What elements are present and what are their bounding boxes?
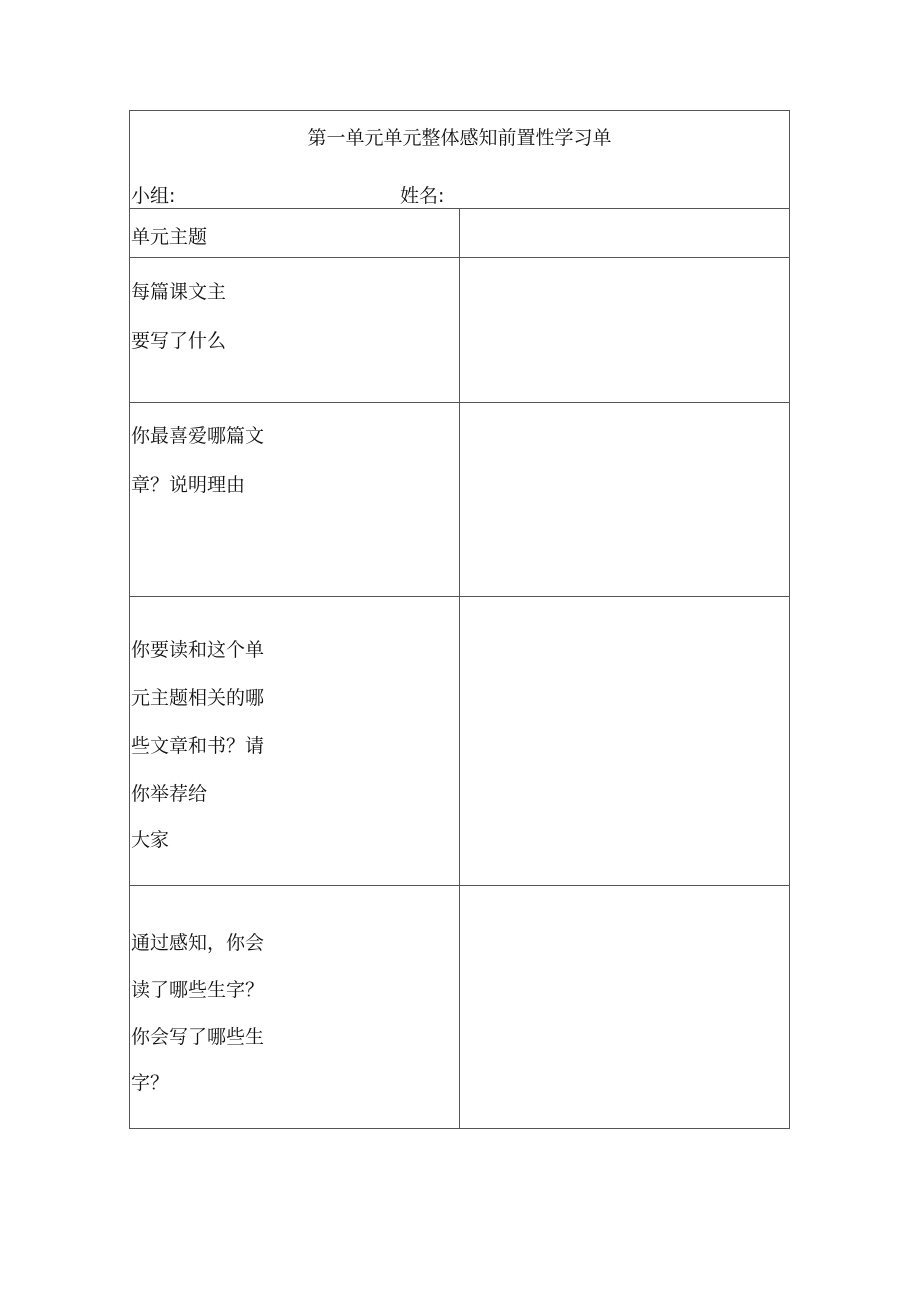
row-label-line: 你举荐给 bbox=[131, 783, 208, 805]
row-label-line: 要写了什么 bbox=[131, 330, 227, 352]
row-label-line: 单元主题 bbox=[131, 226, 208, 248]
row-label-line: 读了哪些生字？ bbox=[131, 979, 265, 1001]
row-label-line: 每篇课文主 bbox=[131, 281, 227, 303]
row-new-characters bbox=[130, 886, 790, 1129]
answer-cell-recommended-reading[interactable] bbox=[460, 597, 790, 886]
row-label-line: 大家 bbox=[131, 829, 170, 851]
row-label-line: 你要读和这个单 bbox=[131, 639, 265, 661]
row-label-line: 通过感知，你会 bbox=[131, 932, 265, 954]
row-label-line: 你最喜爱哪篇文 bbox=[131, 425, 265, 447]
label-cell bbox=[130, 209, 460, 258]
worksheet-title: 第一单元单元整体感知前置性学习单 bbox=[307, 127, 612, 149]
answer-cell-unit-theme[interactable] bbox=[460, 209, 790, 258]
answer-cell-favorite-article[interactable] bbox=[460, 403, 790, 597]
row-lesson-summary bbox=[130, 258, 790, 403]
label-cell bbox=[130, 886, 460, 1129]
group-label: 小组: bbox=[131, 185, 176, 207]
row-favorite-article bbox=[130, 403, 790, 597]
label-cell bbox=[130, 403, 460, 597]
label-cell bbox=[130, 258, 460, 403]
row-unit-theme bbox=[130, 209, 790, 258]
answer-cell-lesson-summary[interactable] bbox=[460, 258, 790, 403]
worksheet-table bbox=[129, 110, 790, 1129]
row-label-line: 章？说明理由 bbox=[131, 474, 246, 496]
header-row bbox=[130, 111, 790, 209]
name-label: 姓名: bbox=[400, 185, 445, 207]
label-cell bbox=[130, 597, 460, 886]
row-label-line: 你会写了哪些生 bbox=[131, 1026, 265, 1048]
row-label-line: 字？ bbox=[131, 1072, 170, 1094]
header-cell bbox=[130, 111, 790, 209]
answer-cell-new-characters[interactable] bbox=[460, 886, 790, 1129]
row-label-line: 些文章和书？请 bbox=[131, 735, 265, 757]
row-label-line: 元主题相关的哪 bbox=[131, 687, 265, 709]
row-recommended-reading bbox=[130, 597, 790, 886]
